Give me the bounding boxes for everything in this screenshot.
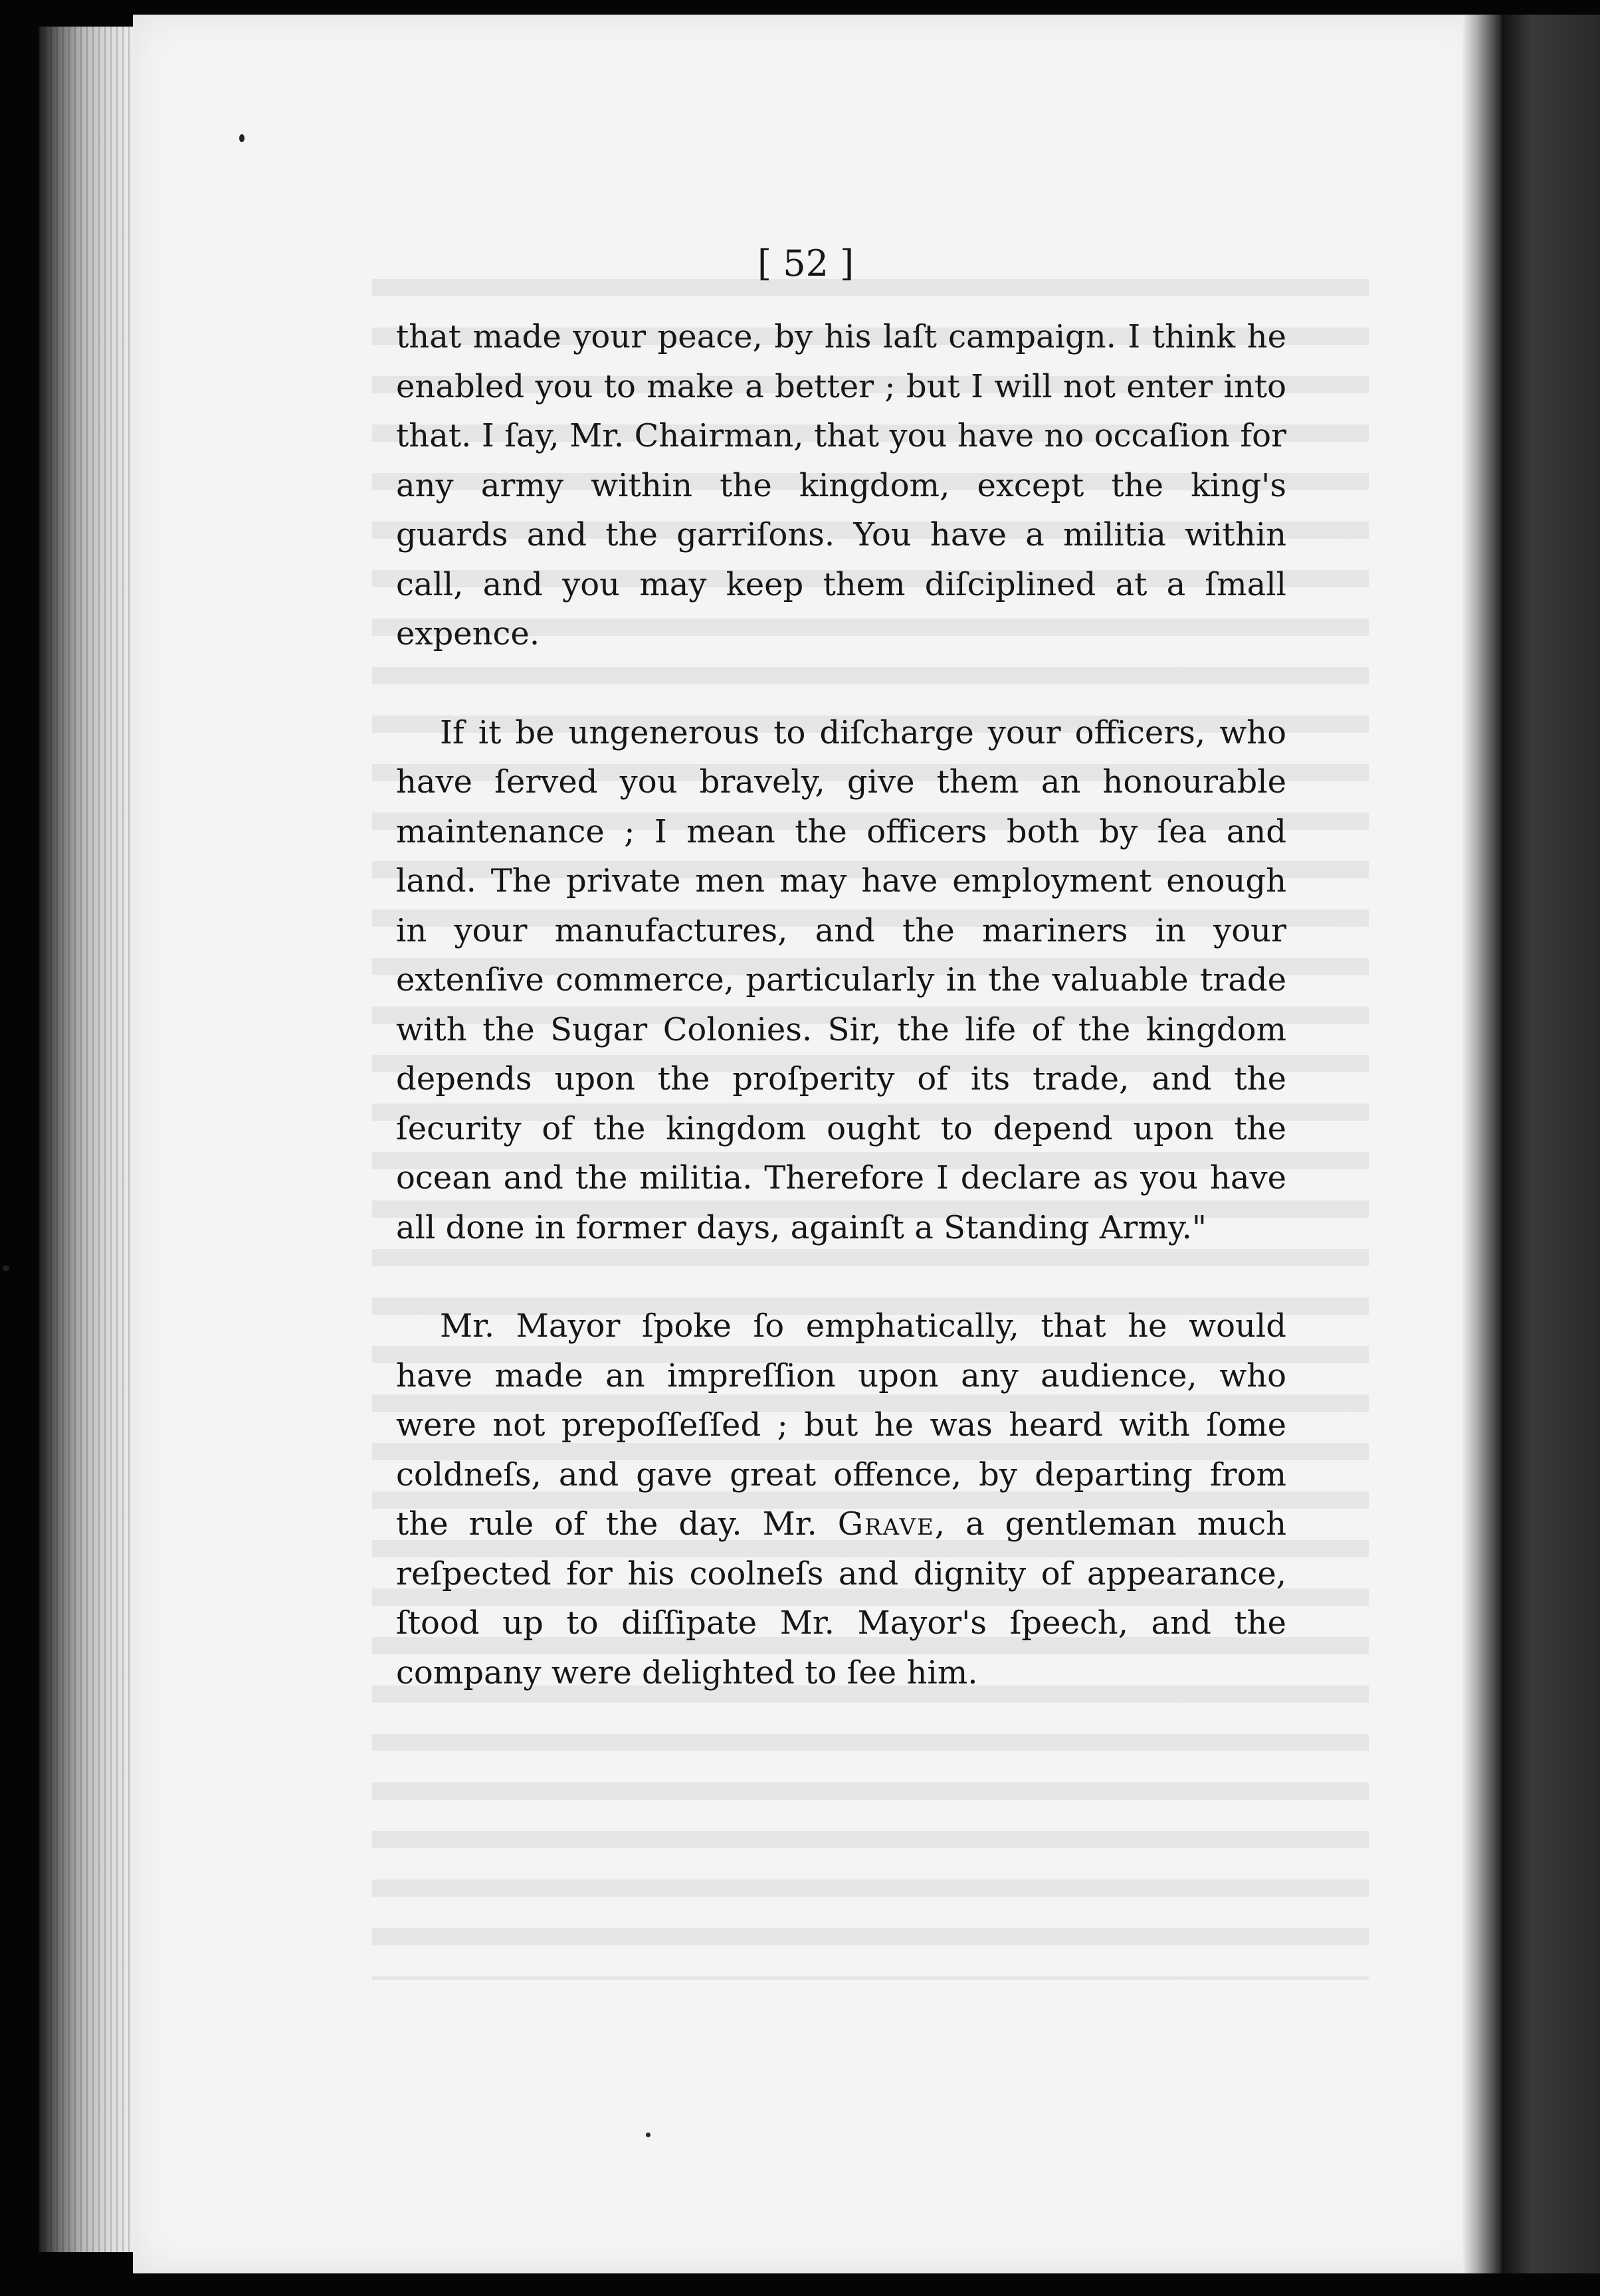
- paragraph-3-end: , a gentleman much reſpected for his coolneſs and dignity of appearance, ſtood up to diſſipate Mr. Mayor's ſpeech, and the company were delighted to ſee him.: [396, 1505, 1286, 1691]
- ink-speck: [3, 1266, 9, 1271]
- adjacent-page: [1502, 15, 1600, 2273]
- paragraph-2: If it be ungenerous to diſcharge your officers, who have ſerved you bravely, give them an honourable maintenance ; I mean the officers both by ſea and land. The private men may have employment enough in your manufactures, and the mariners in your extenſive commerce, particularly in the valuable trade with the Sugar Colonies. Sir, the life of the kingdom depends upon the proſperity of its trade, and the ſecurity of the kingdom ought to depend upon the ocean and the militia. Therefore I declare as you have all done in former days, againſt a Standing Army.": [396, 714, 1286, 1246]
- book-page-edges: [39, 27, 138, 2252]
- page-number: [ 52 ]: [757, 242, 854, 284]
- speaker-name-grave: Grave: [837, 1505, 935, 1543]
- ink-speck: [239, 134, 245, 142]
- paragraph-3-start: Mr. Mayor ſpoke ſo emphatically, that he would have made an impreſſion upon any audience, who were not prepoſſeſſed ; but he was heard with ſome coldneſs, and gave great offence, by departing from the rule of the day. Mr.: [396, 1307, 1286, 1543]
- body-text: [396, 312, 1286, 1697]
- spine-shadow: [1462, 15, 1502, 2273]
- ink-speck: [646, 2133, 650, 2137]
- paragraph-3: [396, 1301, 1286, 1697]
- paragraph-1: that made your peace, by his laſt campaign. I think he enabled you to make a better ; but I will not enter into that. I ſay, Mr. Chairman, that you have no occaſion for any army within the kingdom, except the king's guards and the garriſons. You have a militia within call, and you may keep them diſciplined at a ſmall expence.: [396, 318, 1286, 652]
